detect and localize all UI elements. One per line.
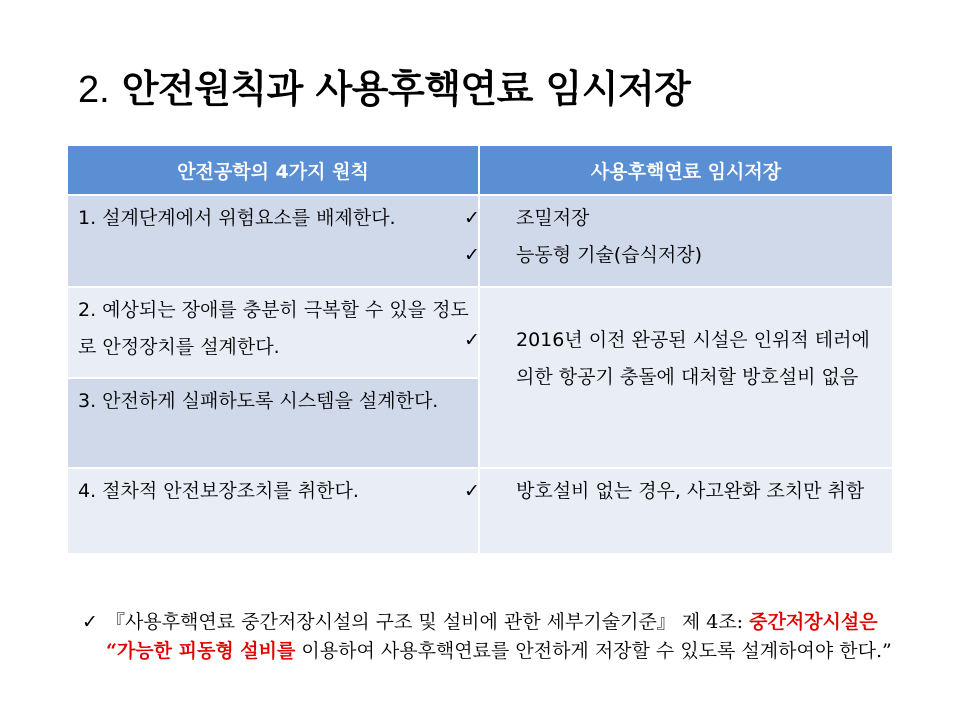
principles-table — [66, 144, 894, 555]
check-icon: ✓ — [464, 480, 480, 502]
principle-4: 4. 절차적 안전보장조치를 취한다. — [68, 469, 478, 553]
header-storage: 사용후핵연료 임시저장 — [480, 146, 892, 194]
principle-3: 3. 안전하게 실패하도록 시스템을 설계한다. — [68, 379, 478, 467]
table-header-row — [68, 146, 892, 194]
note-highlight: 중간저장시설은 “가능한 피동형 설비를 — [106, 611, 878, 662]
list-item: ✓ 조밀저장 — [490, 200, 886, 237]
list-item: ✓ 2016년 이전 완공된 시설은 인위적 테러에 의한 항공기 충돌에 대처할 방호설비 없음 — [490, 322, 886, 396]
principle-1: 1. 설계단계에서 위험요소를 배제한다. — [68, 196, 478, 286]
check-icon: ✓ — [464, 329, 480, 351]
list-item: ✓ 방호설비 없는 경우, 사고완화 조치만 취함 — [490, 473, 886, 510]
title-text: 안전원칙과 사용후핵연료 임시저장 — [121, 67, 691, 111]
principle-2: 2. 예상되는 장애를 충분히 극복할 수 있을 정도로 안정장치를 설계한다. — [68, 288, 478, 377]
storage-cell-1 — [464, 196, 892, 286]
header-principles: 안전공학의 4가지 원칙 — [68, 146, 478, 194]
check-icon: ✓ — [464, 244, 480, 266]
table-row — [68, 469, 892, 553]
check-icon: ✓ — [82, 611, 98, 633]
list-item: ✓ 능동형 기술(습식저장) — [490, 237, 886, 274]
check-icon: ✓ — [464, 207, 480, 229]
slide-title — [78, 66, 690, 113]
regulation-note — [82, 608, 892, 666]
title-number: 2. — [78, 69, 110, 111]
table-row — [68, 196, 892, 286]
storage-cell-4 — [464, 469, 892, 553]
table-row — [68, 288, 892, 377]
note-text: 『사용후핵연료 중간저장시설의 구조 및 설비에 관한 세부기술기준』 제 4조: 중간저장시설은 “가능한 피동형 설비를 이용하여 사용후핵연료를 안전하게 저장할 수 있도록 설계하여야 한다.” — [106, 611, 892, 662]
storage-cell-2 — [464, 288, 892, 467]
